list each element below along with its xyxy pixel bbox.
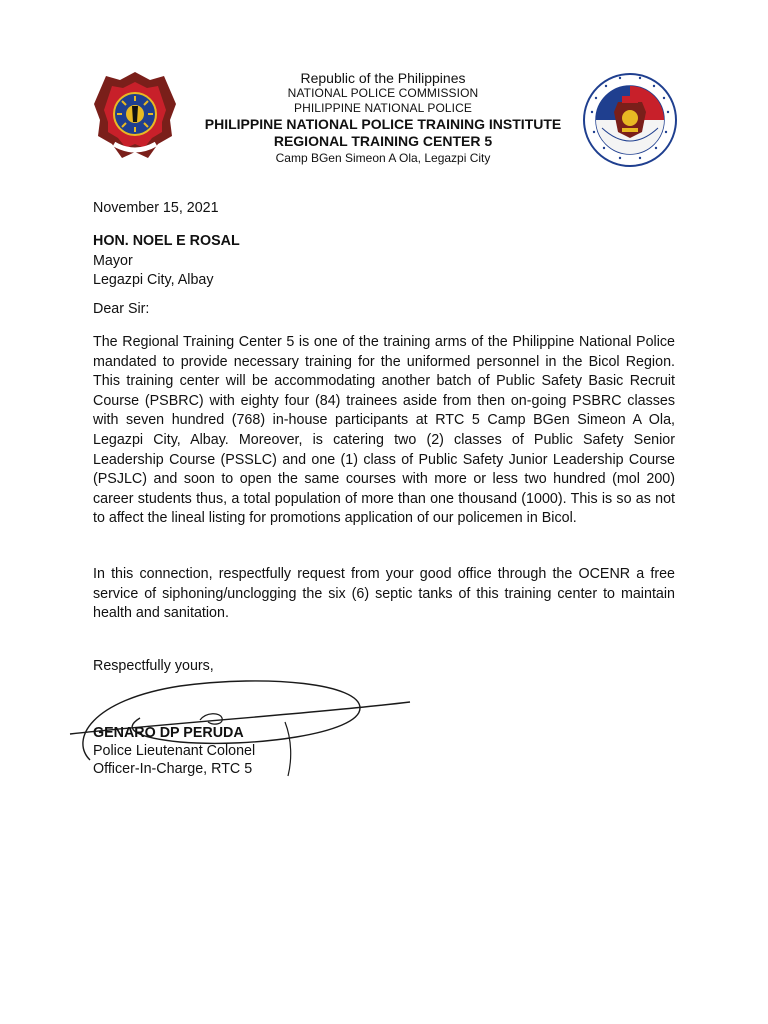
center-line: REGIONAL TRAINING CENTER 5: [273, 133, 493, 149]
pnpti-seal-logo: [582, 72, 678, 168]
signatory-rank: Police Lieutenant Colonel: [93, 743, 256, 759]
institute-line: PHILIPPINE NATIONAL POLICE TRAINING INSTITUTE: [204, 116, 562, 132]
signatory-block: [93, 724, 255, 778]
letter-date: November 15, 2021: [93, 200, 219, 216]
body-paragraph-2: In this connection, respectfully request from your good office through the OCENR a free service of siphoning/unclogging the six (6) septic tanks of this training center to maintain health and sanitation.: [93, 566, 675, 622]
recipient-name: HON. NOEL E ROSAL: [93, 233, 240, 249]
address-line: Camp BGen Simeon A Ola, Legazpi City: [275, 151, 491, 165]
pnp-seal-logo: [92, 70, 178, 162]
agency-line: PHILIPPINE NATIONAL POLICE: [294, 101, 472, 115]
recipient-block: [93, 232, 675, 291]
salutation: Dear Sir:: [93, 301, 150, 317]
letterhead: [190, 70, 576, 166]
recipient-title: Mayor: [93, 252, 133, 269]
body-paragraph-1: The Regional Training Center 5 is one of the training arms of the Philippine National Police mandated to provide necessary training for the uniformed personnel in the Bicol Region. This training center will be accommodating another batch of Public Safety Basic Recruit Course (PSBRC) with eighty four (84) trainees aside from then on-going PSBRC classes with seven hundred (768) in-house participants at RTC 5 Camp BGen Simeon A Ola, Legazpi City, Albay. Moreover, is catering two (2) classes of Public Safety Senior Leadership Course (PSSLC) and one (1) class of Public Safety Junior Leadership Course (PSJLC) and soon to open the same courses with more or less two hundred (mol 200) career students thus, a total population of more than one thousand (1000). This is so as not to affect the lineal listing for promotions application of our policemen in Bicol.: [93, 334, 675, 527]
closing: Respectfully yours,: [93, 658, 214, 674]
signatory-position: Officer-In-Charge, RTC 5: [93, 761, 253, 777]
commission-line: NATIONAL POLICE COMMISSION: [287, 86, 479, 100]
recipient-address: Legazpi City, Albay: [93, 272, 214, 289]
signatory-name: GENARO DP PERUDA: [93, 725, 244, 741]
republic-line: Republic of the Philippines: [300, 70, 466, 86]
